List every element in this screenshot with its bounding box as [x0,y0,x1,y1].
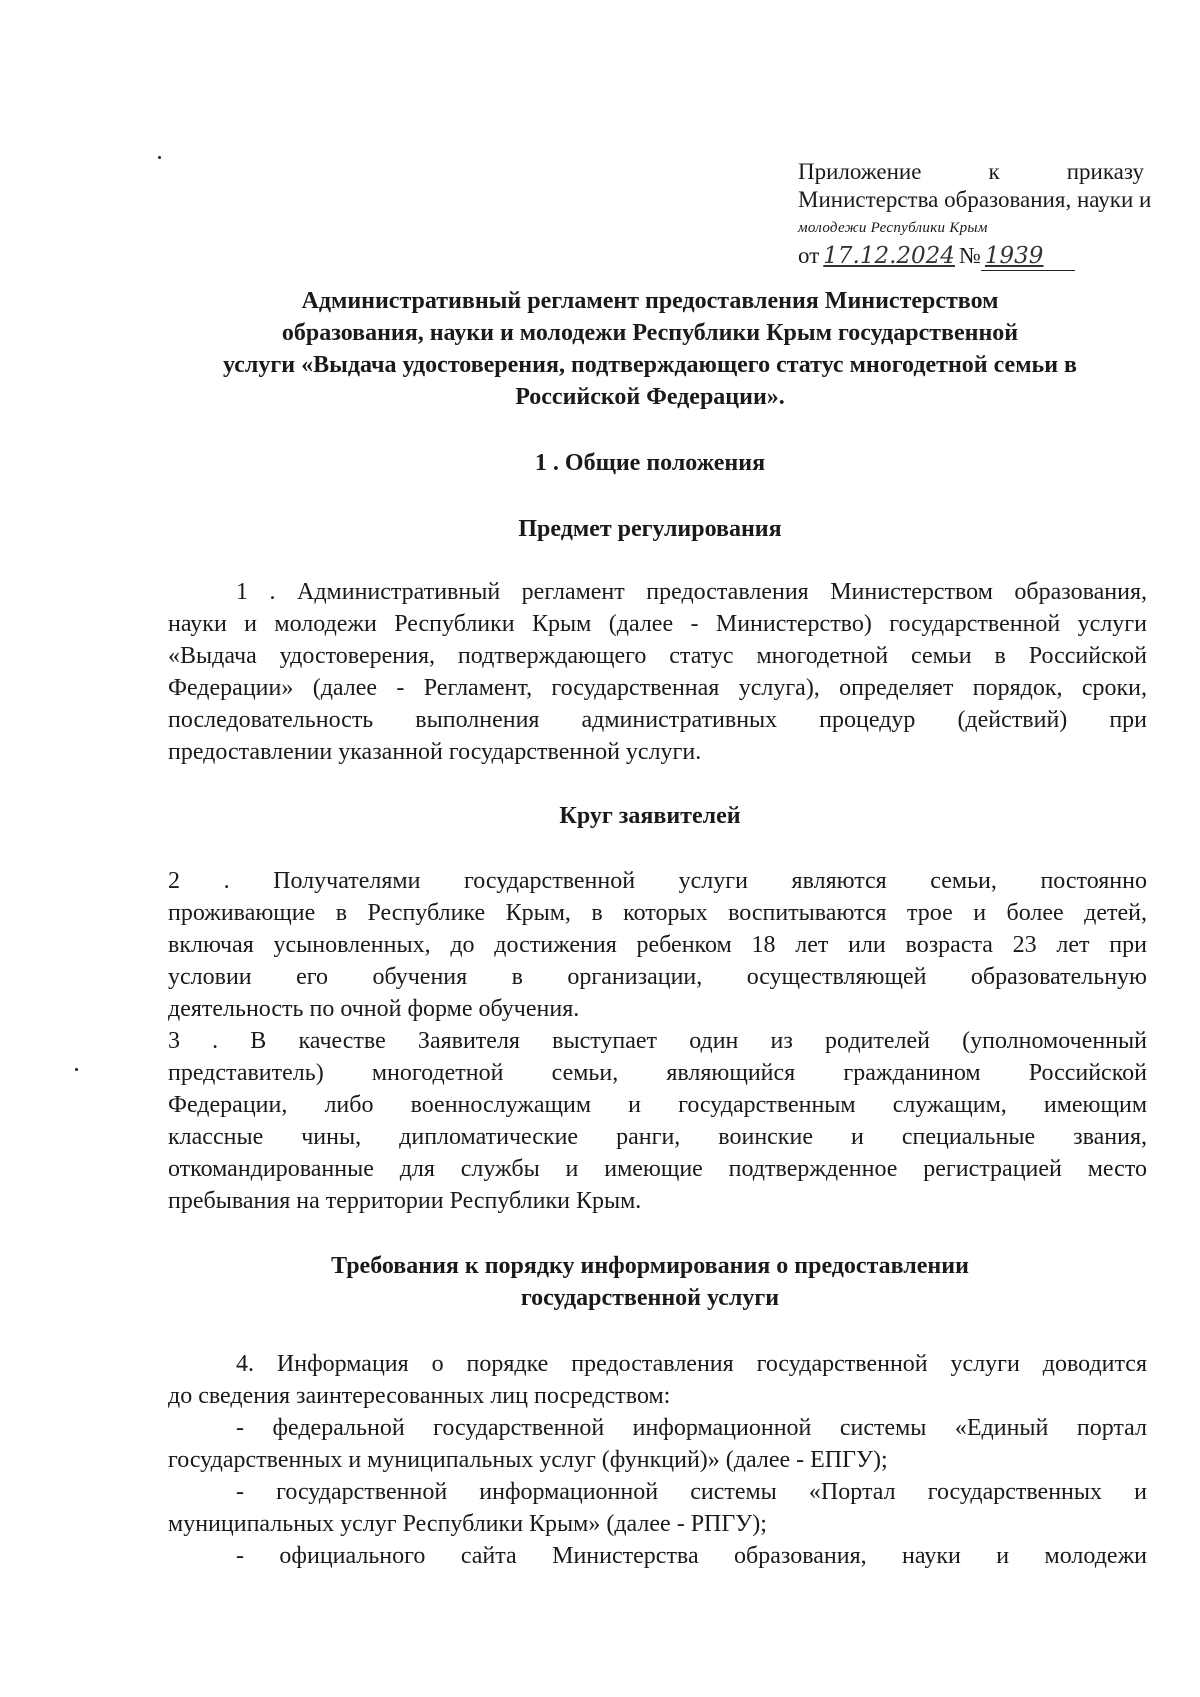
appendix-line-1: Приложение к приказу [798,159,1144,184]
subsection-heading: Требования к порядку информирования о предоставлении государственной услуги [331,1253,969,1311]
appendix-date-line: от 17.12.2024 № 1939 [798,242,1144,271]
handwritten-number: 1939 [984,243,1044,269]
appendix-line-2: Министерства образования, науки и [798,187,1152,212]
paragraph-2-3: 2 . Получателями государственной услуги являются семьи, постоянно проживающие в Республике Крым, в которых воспитываются трое и более детей, включая усыновленных, до достижения ребенком 18 лет или возраста 23 лет при условии его обучения в организации, осуществляющей образовательную деятельность по очной форме обучения. 3 . В качестве Заявителя выступает один из родителей (уполномоченный представитель) многодетной семьи, являющийся гражданином Российской Федерации, либо военнослужащим и государственным служащим, имеющим классные чины, дипломатические ранги, воинские и специальные звания, откомандированные для службы и имеющие подтвержденное регистрацией место пребывания на территории Республики Крым. [168,868,1147,1214]
subsection-heading: Предмет регулирования [518,516,782,542]
paragraph-1: 1 . Административный регламент предоставления Министерством образования, науки и молодежи Республики Крым (далее - Министерство) государственной услуги «Выдача удостоверения, подтверждающего статус многодетной семьи в Российской Федерации» (далее - Регламент, государственная услуга), определяет порядок, сроки, последовательность выполнения административных процедур (действий) при предоставлении указанной государственной услуги. [168,579,1147,765]
appendix-block [798,158,1152,271]
appendix-line-3: молодежи Республики Крым [798,220,988,236]
paragraph-4: 4. Информация о порядке предоставления государственной услуги доводится до сведения заинтересованных лиц посредством: - федеральной государственной информационной системы «Единый портал государственных и муниципальных услуг (функций)» (далее - ЕПГУ); - государственной информационной системы «Портал государственных и муниципальных услуг Республики Крым» (далее - РПГУ); - официального сайта Министерства образования, науки и молодежи [168,1351,1147,1569]
subsection-heading: Круг заявителей [559,803,741,829]
scan-speck [158,156,161,159]
handwritten-date: 17.12.2024 [823,243,955,269]
document-title: Административный регламент предоставления Министерством образования, науки и молодежи Республики Крым государственной услуги «Выдача удостоверения, подтверждающего статус многодетной семьи в Российской Федерации». [222,288,1078,410]
scan-speck [75,1068,78,1071]
section-heading: 1 . Общие положения [534,450,766,476]
